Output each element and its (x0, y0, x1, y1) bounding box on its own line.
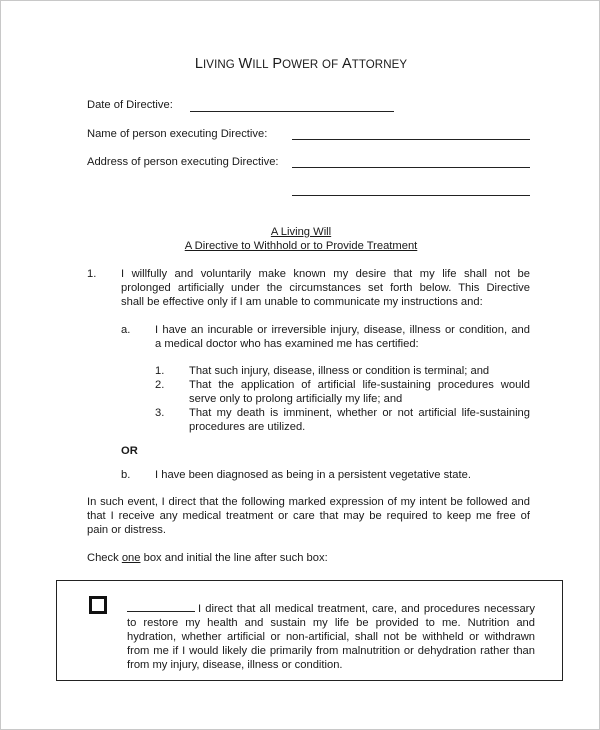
subitem-2-text: That the application of artificial life-sustaining procedures would serve only to prolong artificially my life; and (189, 379, 530, 405)
subitem-1-number: 1. (155, 365, 165, 377)
subitem-3-text: That my death is imminent, whether or not artificial life-sustaining procedures are utilized. (189, 407, 530, 433)
name-of-person-field[interactable] (292, 139, 530, 140)
subitem-2-number: 2. (155, 379, 165, 391)
name-of-person-label: Name of person executing Directive: (87, 128, 268, 140)
treatment-option-checkbox[interactable] (89, 596, 107, 614)
address-of-person-label: Address of person executing Directive: (87, 156, 279, 168)
date-of-directive-label: Date of Directive: (87, 99, 173, 111)
subitem-3-number: 3. (155, 407, 165, 419)
intent-paragraph: In such event, I direct that the following marked expression of my intent be followed and that I receive any medical treatment or care that may be required to keep me free of pain or distress. (87, 496, 530, 536)
section-1-paragraph: I willfully and voluntarily make known my desire that my life shall not be prolonged artificially under the circumstances set forth below. This Directive shall be effective only if I am unable to communicate my instructions and: (121, 268, 530, 308)
item-b-letter: b. (121, 469, 131, 481)
section-1-number: 1. (87, 268, 97, 280)
item-b-text: I have been diagnosed as being in a persistent vegetative state. (155, 469, 471, 481)
document-title: LIVING WILL POWER OF ATTORNEY (194, 56, 408, 72)
date-of-directive-field[interactable] (190, 111, 394, 112)
subitem-1-text: That such injury, disease, illness or condition is terminal; and (189, 365, 490, 377)
check-instruction: Check one box and initial the line after such box: (87, 552, 328, 564)
section-heading-directive: A Directive to Withhold or to Provide Treatment (184, 240, 418, 252)
item-a-letter: a. (121, 324, 131, 336)
or-label: OR (121, 445, 138, 457)
section-heading-living-will: A Living Will (270, 226, 332, 238)
address-of-person-field[interactable] (292, 167, 530, 168)
treatment-option-text: I direct that all medical treatment, care, and procedures necessary to restore my health and sustain my life be provided to me. Nutrition and hydration, whether artificial or non-artificial, shall not be withheld or withdrawn from me if I would likely die primarily from malnutrition or dehydration rather than from my injury, disease, illness or condition. (127, 600, 535, 672)
item-a-paragraph: I have an incurable or irreversible injury, disease, illness or condition, and a medical doctor who has examined me has certified: (155, 324, 530, 350)
address-of-person-field-line2[interactable] (292, 195, 530, 196)
initials-line[interactable] (127, 600, 195, 612)
treatment-option-box (56, 580, 563, 681)
